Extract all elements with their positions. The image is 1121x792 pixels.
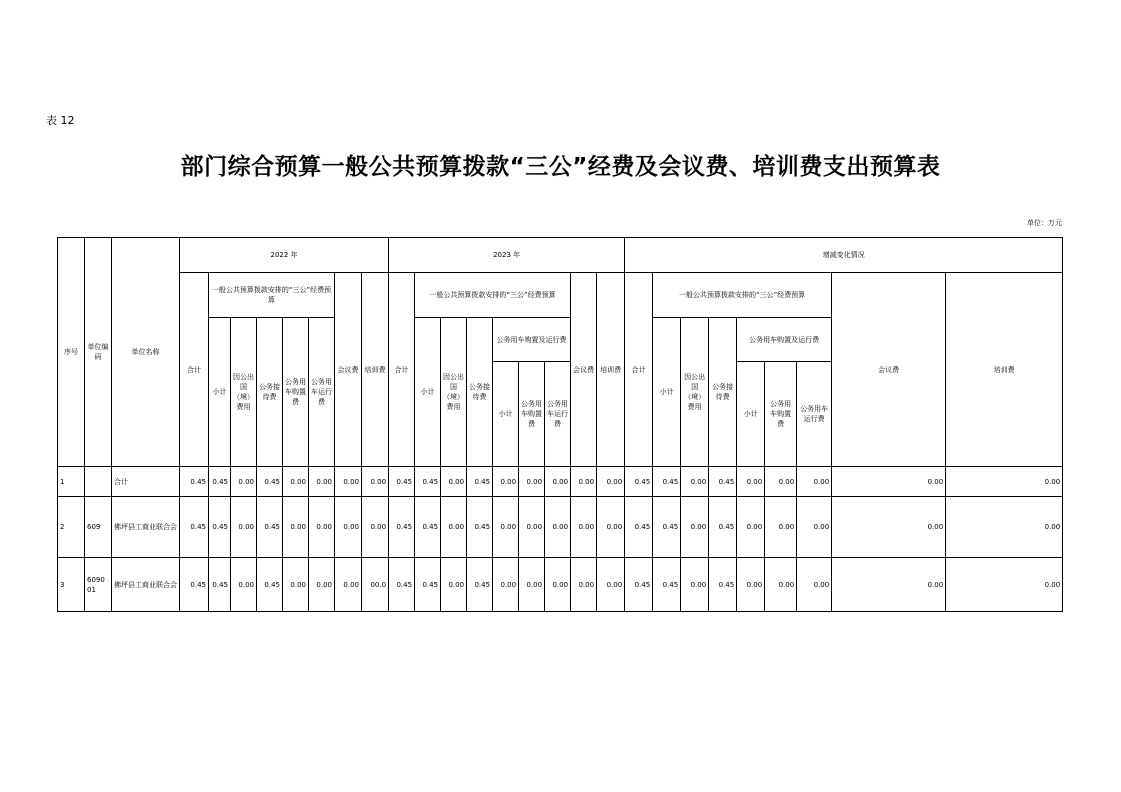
row-value-change: 0.45 (653, 497, 681, 558)
header-change-total: 合计 (625, 273, 653, 467)
row-value-change: 0.00 (946, 497, 1063, 558)
row-unit-code: 609001 (85, 558, 112, 612)
row-value-2022: 0.45 (180, 467, 209, 497)
row-value-2023: 0.00 (493, 497, 519, 558)
row-value-2022: 0.45 (180, 558, 209, 612)
row-value-change: 0.00 (765, 497, 797, 558)
row-value-2023: 0.00 (545, 558, 571, 612)
row-value-2022: 0.00 (335, 558, 362, 612)
row-value-change: 0.00 (681, 558, 709, 612)
header-2022-total: 合计 (180, 273, 209, 467)
row-value-2022: 00.0 (362, 558, 389, 612)
header-change-training: 培训费 (946, 273, 1063, 467)
row-value-change: 0.00 (797, 558, 832, 612)
row-value-change: 0.00 (737, 497, 765, 558)
header-2023-vehicle-purchase: 公务用车购置费 (519, 362, 545, 467)
row-value-2022: 0.45 (257, 497, 283, 558)
row-seq: 1 (58, 467, 85, 497)
header-change-vehicle-subtotal: 小计 (737, 362, 765, 467)
row-seq: 2 (58, 497, 85, 558)
header-2023-sangong: 一般公共预算拨款安排的“三公”经费预算 (415, 273, 571, 318)
row-value-2023: 0.45 (467, 558, 493, 612)
row-value-2022: 0.00 (335, 467, 362, 497)
row-unit-name: 佛坪县工商业联合会 (112, 497, 180, 558)
row-unit-name: 合计 (112, 467, 180, 497)
row-value-2023: 0.45 (389, 497, 415, 558)
header-change-meeting: 会议费 (832, 273, 946, 467)
budget-table (57, 237, 1063, 612)
header-2022-vehicle-purchase: 公务用车购置费 (283, 318, 309, 467)
row-value-2023: 0.00 (493, 467, 519, 497)
table-row (58, 497, 1063, 558)
row-unit-code: 609 (85, 497, 112, 558)
row-value-2023: 0.45 (415, 497, 441, 558)
header-2023-abroad: 因公出国（境）费用 (441, 318, 467, 467)
row-value-2023: 0.00 (441, 558, 467, 612)
row-unit-code (85, 467, 112, 497)
row-value-2023: 0.00 (545, 497, 571, 558)
row-value-2023: 0.45 (467, 497, 493, 558)
header-2022-training: 培训费 (362, 273, 389, 467)
header-2022-reception: 公务接待费 (257, 318, 283, 467)
row-value-change: 0.00 (797, 497, 832, 558)
row-value-2023: 0.00 (519, 467, 545, 497)
header-2023-reception: 公务接待费 (467, 318, 493, 467)
header-2023-training: 培训费 (597, 273, 625, 467)
header-2023-vehicle-subtotal: 小计 (493, 362, 519, 467)
row-value-2022: 0.45 (209, 467, 231, 497)
header-2022-vehicle-run: 公务用车运行费 (309, 318, 335, 467)
row-value-change: 0.45 (625, 467, 653, 497)
row-value-2022: 0.45 (209, 497, 231, 558)
row-value-change: 0.45 (625, 497, 653, 558)
header-2023-vehicle-run: 公务用车运行费 (545, 362, 571, 467)
row-unit-name: 佛坪县工商业联合会 (112, 558, 180, 612)
row-value-2023: 0.45 (467, 467, 493, 497)
row-value-2023: 0.00 (519, 497, 545, 558)
row-value-change: 0.00 (832, 497, 946, 558)
row-value-2022: 0.45 (180, 497, 209, 558)
row-value-2023: 0.00 (519, 558, 545, 612)
header-2022-sangong: 一般公共预算拨款安排的“三公”经费预算 (209, 273, 335, 318)
row-value-2022: 0.00 (231, 558, 257, 612)
header-row-2 (58, 273, 1063, 318)
row-value-change: 0.00 (946, 558, 1063, 612)
row-value-2022: 0.00 (309, 467, 335, 497)
header-unit-name: 单位名称 (112, 238, 180, 467)
unit-label: 单位：万元 (1027, 219, 1062, 227)
row-value-change: 0.00 (681, 497, 709, 558)
row-value-change: 0.00 (832, 558, 946, 612)
row-value-change: 0.00 (832, 467, 946, 497)
table-row (58, 467, 1063, 497)
row-value-2023: 0.00 (571, 497, 597, 558)
row-value-2023: 0.00 (597, 497, 625, 558)
row-value-change: 0.00 (681, 467, 709, 497)
row-value-2022: 0.00 (362, 497, 389, 558)
row-value-change: 0.00 (797, 467, 832, 497)
row-value-2022: 0.00 (283, 467, 309, 497)
header-2022-abroad: 因公出国（境）费用 (231, 318, 257, 467)
header-change-abroad: 因公出国（境）费用 (681, 318, 709, 467)
header-2022-meeting: 会议费 (335, 273, 362, 467)
header-change-vehicle-run: 公务用车运行费 (797, 362, 832, 467)
row-value-2022: 0.00 (335, 497, 362, 558)
table-row (58, 558, 1063, 612)
header-change: 增减变化情况 (625, 238, 1063, 273)
row-value-change: 0.00 (765, 558, 797, 612)
row-value-2023: 0.00 (545, 467, 571, 497)
row-value-2022: 0.00 (231, 467, 257, 497)
table-number: 表 12 (46, 114, 75, 127)
header-year-2022: 2022 年 (180, 238, 389, 273)
row-value-2023: 0.00 (441, 467, 467, 497)
header-2023-vehicle-group: 公务用车购置及运行费 (493, 318, 571, 362)
header-change-subtotal: 小计 (653, 318, 681, 467)
header-change-reception: 公务接待费 (709, 318, 737, 467)
header-seq: 序号 (58, 238, 85, 467)
header-unit-code: 单位编码 (85, 238, 112, 467)
row-value-2023: 0.00 (441, 497, 467, 558)
row-value-2023: 0.00 (597, 467, 625, 497)
page-title: 部门综合预算一般公共预算拨款“三公”经费及会议费、培训费支出预算表 (180, 154, 941, 180)
row-value-change: 0.00 (765, 467, 797, 497)
row-value-2023: 0.45 (415, 467, 441, 497)
header-change-sangong: 一般公共预算拨款安排的“三公”经费预算 (653, 273, 832, 318)
row-value-2023: 0.45 (389, 558, 415, 612)
row-value-2022: 0.00 (362, 467, 389, 497)
header-year-2023: 2023 年 (389, 238, 625, 273)
row-value-change: 0.45 (709, 467, 737, 497)
row-value-change: 0.45 (625, 558, 653, 612)
row-value-2022: 0.00 (283, 497, 309, 558)
row-value-2023: 0.00 (597, 558, 625, 612)
row-value-change: 0.45 (653, 558, 681, 612)
row-value-2022: 0.00 (309, 497, 335, 558)
header-change-vehicle-purchase: 公务用车购置费 (765, 362, 797, 467)
row-value-2022: 0.45 (257, 558, 283, 612)
row-value-2023: 0.45 (415, 558, 441, 612)
row-value-2023: 0.00 (493, 558, 519, 612)
row-value-change: 0.00 (946, 467, 1063, 497)
row-value-change: 0.45 (709, 497, 737, 558)
header-2023-subtotal: 小计 (415, 318, 441, 467)
row-value-2022: 0.45 (257, 467, 283, 497)
row-value-2023: 0.00 (571, 558, 597, 612)
row-value-change: 0.45 (653, 467, 681, 497)
header-change-vehicle-group: 公务用车购置及运行费 (737, 318, 832, 362)
row-seq: 3 (58, 558, 85, 612)
row-value-change: 0.00 (737, 558, 765, 612)
row-value-2022: 0.45 (209, 558, 231, 612)
row-value-2022: 0.00 (231, 497, 257, 558)
row-value-2023: 0.45 (389, 467, 415, 497)
header-row-1 (58, 238, 1063, 273)
row-value-2022: 0.00 (283, 558, 309, 612)
row-value-change: 0.00 (737, 467, 765, 497)
header-2022-subtotal: 小计 (209, 318, 231, 467)
header-2023-total: 合计 (389, 273, 415, 467)
row-value-2023: 0.00 (571, 467, 597, 497)
row-value-change: 0.45 (709, 558, 737, 612)
header-2023-meeting: 会议费 (571, 273, 597, 467)
row-value-2022: 0.00 (309, 558, 335, 612)
